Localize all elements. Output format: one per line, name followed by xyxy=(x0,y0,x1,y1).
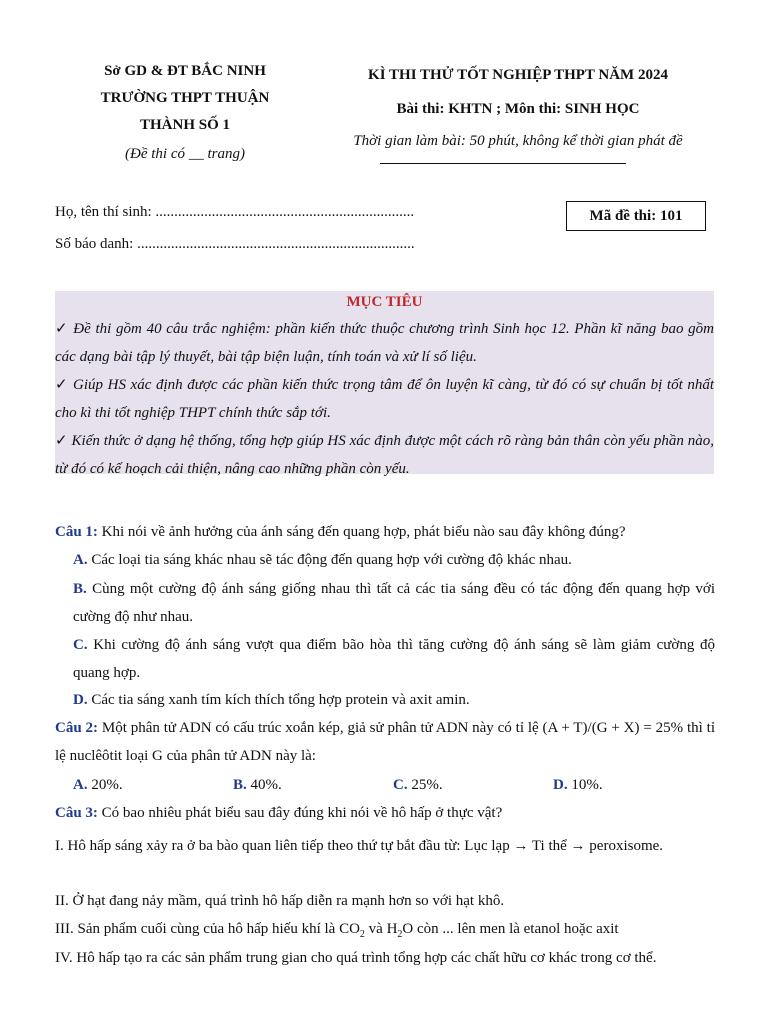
question-label: Câu 2: xyxy=(55,720,99,736)
exam-header xyxy=(318,58,718,153)
objective-item xyxy=(55,427,714,483)
statement-text: O còn ... lên men là etanol hoặc axit xyxy=(402,921,619,937)
department-name: Sở GD & ĐT BẮC NINH xyxy=(104,63,266,79)
exam-subject: Bài thi: KHTN ; Môn thi: SINH HỌC xyxy=(396,101,640,117)
q2-option-d xyxy=(553,771,603,799)
question-label: Câu 1: xyxy=(55,524,98,540)
page-count-note: (Đề thi có __ trang) xyxy=(125,146,245,162)
option-text: Cùng một cường độ ánh sáng giống nhau thì tất cả các tia sáng đều có tác động đến quang hợp với cường độ như nhau. xyxy=(73,581,715,625)
option-text: 10%. xyxy=(571,777,603,793)
q2-option-b xyxy=(233,771,282,799)
q1-option-c xyxy=(73,631,715,687)
q1-option-b xyxy=(73,575,715,631)
question-3 xyxy=(55,799,715,827)
objectives-box xyxy=(55,291,714,477)
school-name-line2: THÀNH SỐ 1 xyxy=(139,117,230,133)
school-header xyxy=(40,58,330,168)
objective-text: Giúp HS xác định được các phần kiến thức trọng tâm để ôn luyện kĩ càng, từ đó có sự chuẩn bị tốt nhất cho kì thi tốt nghiệp THPT chính thức sắp tới. xyxy=(55,377,714,421)
option-text: Các tia sáng xanh tím kích thích tổng hợp protein và axit amin. xyxy=(91,692,470,708)
exam-code-box: Mã đề thi: 101 xyxy=(566,201,706,231)
question-1 xyxy=(55,518,715,546)
check-icon: ✓ xyxy=(55,321,69,337)
option-label: D. xyxy=(73,692,88,708)
q3-statement-2: II. Ở hạt đang nảy mầm, quá trình hô hấp diễn ra mạnh hơn so với hạt khô. xyxy=(55,893,505,909)
option-label: C. xyxy=(393,777,408,793)
question-text: Có bao nhiêu phát biểu sau đây đúng khi nói về hô hấp ở thực vật? xyxy=(101,805,503,821)
objective-text: Đề thi gồm 40 câu trắc nghiệm: phần kiến thức thuộc chương trình Sinh học 12. Phần kĩ năng bao gồm các dạng bài tập lý thuyết, bài tập biện luận, tính toán và xử lí số liệu. xyxy=(55,321,714,365)
question-label: Câu 3: xyxy=(55,805,98,821)
objective-item xyxy=(55,371,714,427)
candidate-name-field: Họ, tên thí sinh: ..................................................................... xyxy=(55,204,415,220)
header-divider xyxy=(380,163,626,164)
school-name-line1: TRƯỜNG THPT THUẬN xyxy=(100,90,270,106)
q3-statement-1: I. Hô hấp sáng xảy ra ở ba bào quan liên tiếp theo thứ tự bắt đầu từ: Lục lạp → Ti thể → peroxisome. xyxy=(55,838,664,854)
q1-option-d xyxy=(73,686,715,714)
statement-text: và H xyxy=(364,921,398,937)
option-text: Khi cường độ ánh sáng vượt qua điểm bão hòa thì tăng cường độ ánh sáng sẽ làm giảm cường độ quang hợp. xyxy=(73,637,715,681)
question-2 xyxy=(55,714,715,770)
question-text: Một phân tử ADN có cấu trúc xoắn kép, giả sử phân tử ADN này có tỉ lệ (A + T)/(G + X) = 25% thì tỉ lệ nuclêôtit loại G của phân tử ADN này là: xyxy=(55,720,716,764)
exam-title: KÌ THI THỬ TỐT NGHIỆP THPT NĂM 2024 xyxy=(368,67,668,83)
q2-option-a xyxy=(73,771,123,799)
option-label: A. xyxy=(73,777,88,793)
option-label: C. xyxy=(73,637,88,653)
option-label: D. xyxy=(553,777,568,793)
subscript: 2 xyxy=(359,929,365,940)
option-label: A. xyxy=(73,552,88,568)
objective-item xyxy=(55,315,714,371)
q3-statement-4: IV. Hô hấp tạo ra các sản phẩm trung gian cho quá trình tổng hợp các chất hữu cơ khác trong cơ thể. xyxy=(55,950,657,966)
candidate-id-field: Số báo danh: .......................................................................... xyxy=(55,236,415,252)
subscript: 2 xyxy=(397,929,403,940)
objective-text: Kiến thức ở dạng hệ thống, tổng hợp giúp HS xác định được một cách rõ ràng bản thân còn yếu phần nào, từ đó có kế hoạch cải thiện, nâng cao những phần còn yếu. xyxy=(55,433,714,477)
exam-time-note: Thời gian làm bài: 50 phút, không kể thời gian phát đề xyxy=(353,133,683,149)
question-text: Khi nói về ảnh hưởng của ánh sáng đến quang hợp, phát biểu nào sau đây không đúng? xyxy=(101,524,626,540)
option-text: 25%. xyxy=(411,777,443,793)
objectives-title: MỤC TIÊU xyxy=(346,294,423,310)
option-label: B. xyxy=(73,581,87,597)
option-label: B. xyxy=(233,777,247,793)
statement-text: III. Sản phẩm cuối cùng của hô hấp hiếu khí là CO xyxy=(55,921,360,937)
option-text: Các loại tia sáng khác nhau sẽ tác động đến quang hợp với cường độ khác nhau. xyxy=(91,552,572,568)
check-icon: ✓ xyxy=(55,433,68,449)
check-icon: ✓ xyxy=(55,377,69,393)
option-text: 20%. xyxy=(91,777,123,793)
option-text: 40%. xyxy=(250,777,282,793)
q2-option-c xyxy=(393,771,443,799)
q1-option-a xyxy=(73,546,715,574)
